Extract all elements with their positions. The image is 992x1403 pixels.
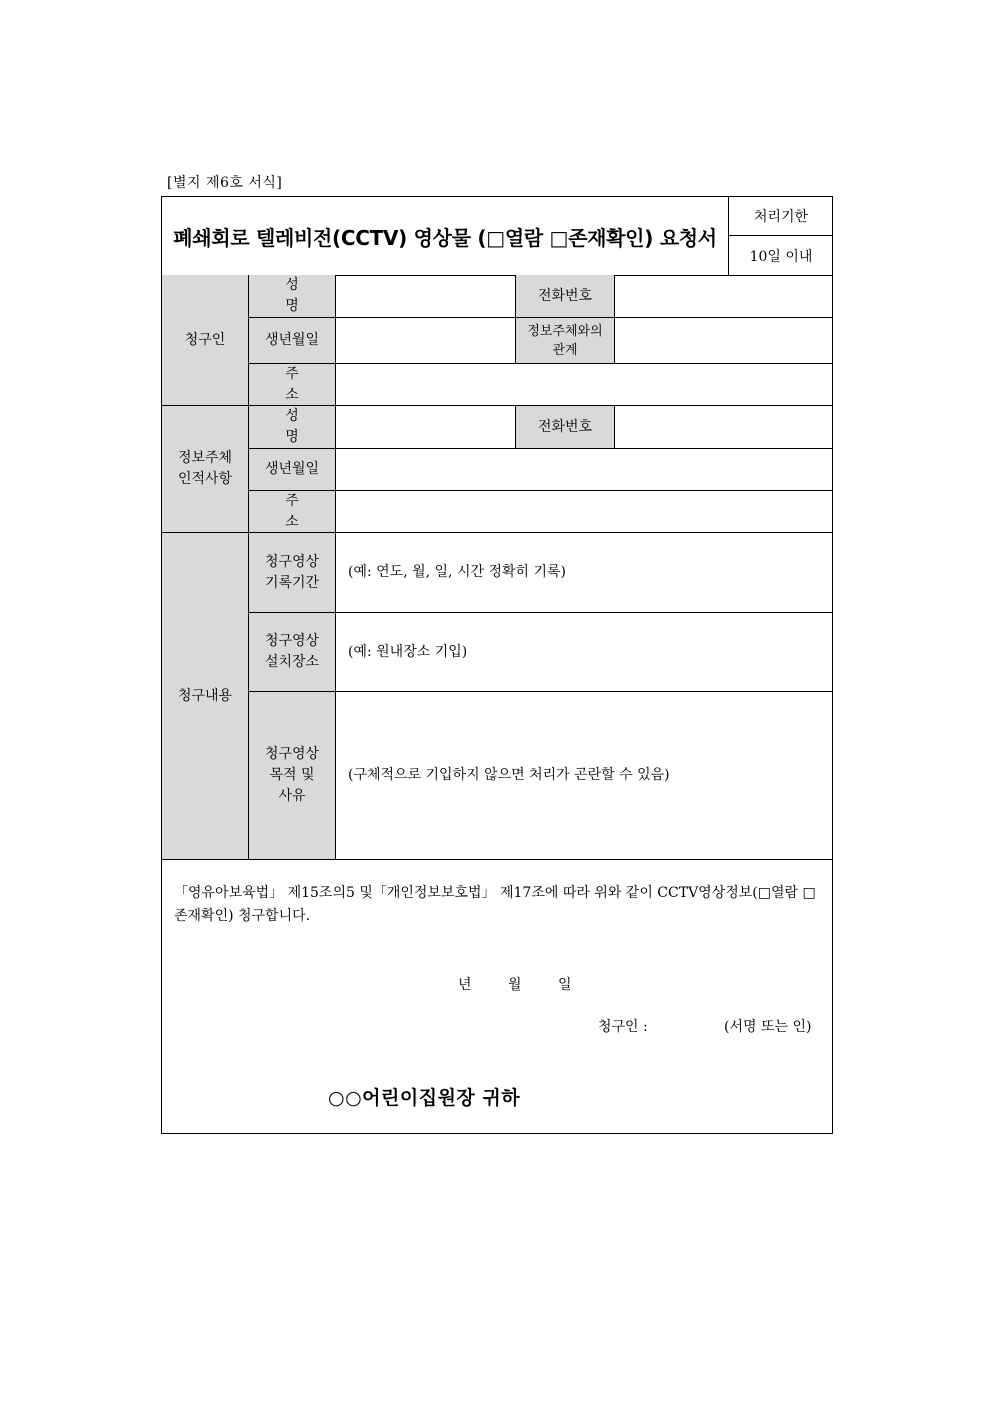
location-hint: (예: 원내장소 기입) [348,643,468,660]
requester-section-label: 청구인 [162,275,248,405]
declaration-section [162,859,832,1134]
cctv-request-form [161,196,833,1134]
location-field[interactable] [335,612,832,691]
deadline-label: 처리기한 [729,197,833,236]
subject-address-label-text: 주 소 [285,492,317,530]
request-section-label: 청구내용 [162,532,248,859]
subject-phone-label: 전화번호 [515,405,614,448]
requester-phone-field[interactable] [614,275,832,317]
purpose-field[interactable] [335,691,832,859]
subject-phone-field[interactable] [614,405,832,448]
signer-label: 청구인 : [598,1019,648,1035]
subject-address-field[interactable] [335,490,832,532]
requester-birth-label: 생년월일 [248,317,335,363]
location-label: 청구영상 설치장소 [248,612,335,691]
subject-section-label: 정보주체 인적사항 [162,405,248,532]
date-line[interactable]: 년 월 일 [458,977,572,993]
subject-birth-field[interactable] [335,448,832,490]
requester-address-field[interactable] [335,363,832,405]
processing-deadline [728,197,833,275]
purpose-label: 청구영상 목적 및 사유 [248,691,335,859]
purpose-hint: (구체적으로 기입하지 않으면 처리가 곤란할 수 있음) [348,767,670,783]
subject-name-label [248,405,335,448]
addressee: ○○어린이집원장 귀하 [328,1087,521,1109]
title-row [162,197,832,276]
requester-name-label-text: 성 명 [285,277,317,314]
declaration-text: 「영유아보육법」 제15조의5 및「개인정보보호법」 제17조에 따라 위와 같이 CCTV영상정보(□열람 □존재확인) 청구합니다. [174,885,816,924]
requester-relation-field[interactable] [614,317,832,363]
signature-field[interactable]: (서명 또는 인) [724,1019,812,1035]
period-hint: (예: 연도, 월, 일, 시간 정확히 기록) [348,564,566,580]
requester-relation-label: 정보주체와의 관계 [515,317,614,363]
period-label: 청구영상 기록기간 [248,532,335,612]
deadline-value: 10일 이내 [749,248,813,265]
requester-name-field[interactable] [335,275,515,317]
subject-birth-label: 생년월일 [248,448,335,490]
period-field[interactable] [335,532,832,612]
requester-address-label [248,363,335,405]
subject-name-field[interactable] [335,405,515,448]
subject-address-label [248,490,335,532]
form-number-label: [별지 제6호 서식] [167,175,283,191]
requester-phone-label: 전화번호 [515,275,614,317]
requester-name-label [248,275,335,317]
requester-address-label-text: 주 소 [285,365,317,403]
form-title: 폐쇄회로 텔레비전(CCTV) 영상물 (□열람 □존재확인) 요청서 [173,225,717,250]
subject-name-label-text: 성 명 [285,408,317,445]
requester-birth-field[interactable] [335,317,515,363]
